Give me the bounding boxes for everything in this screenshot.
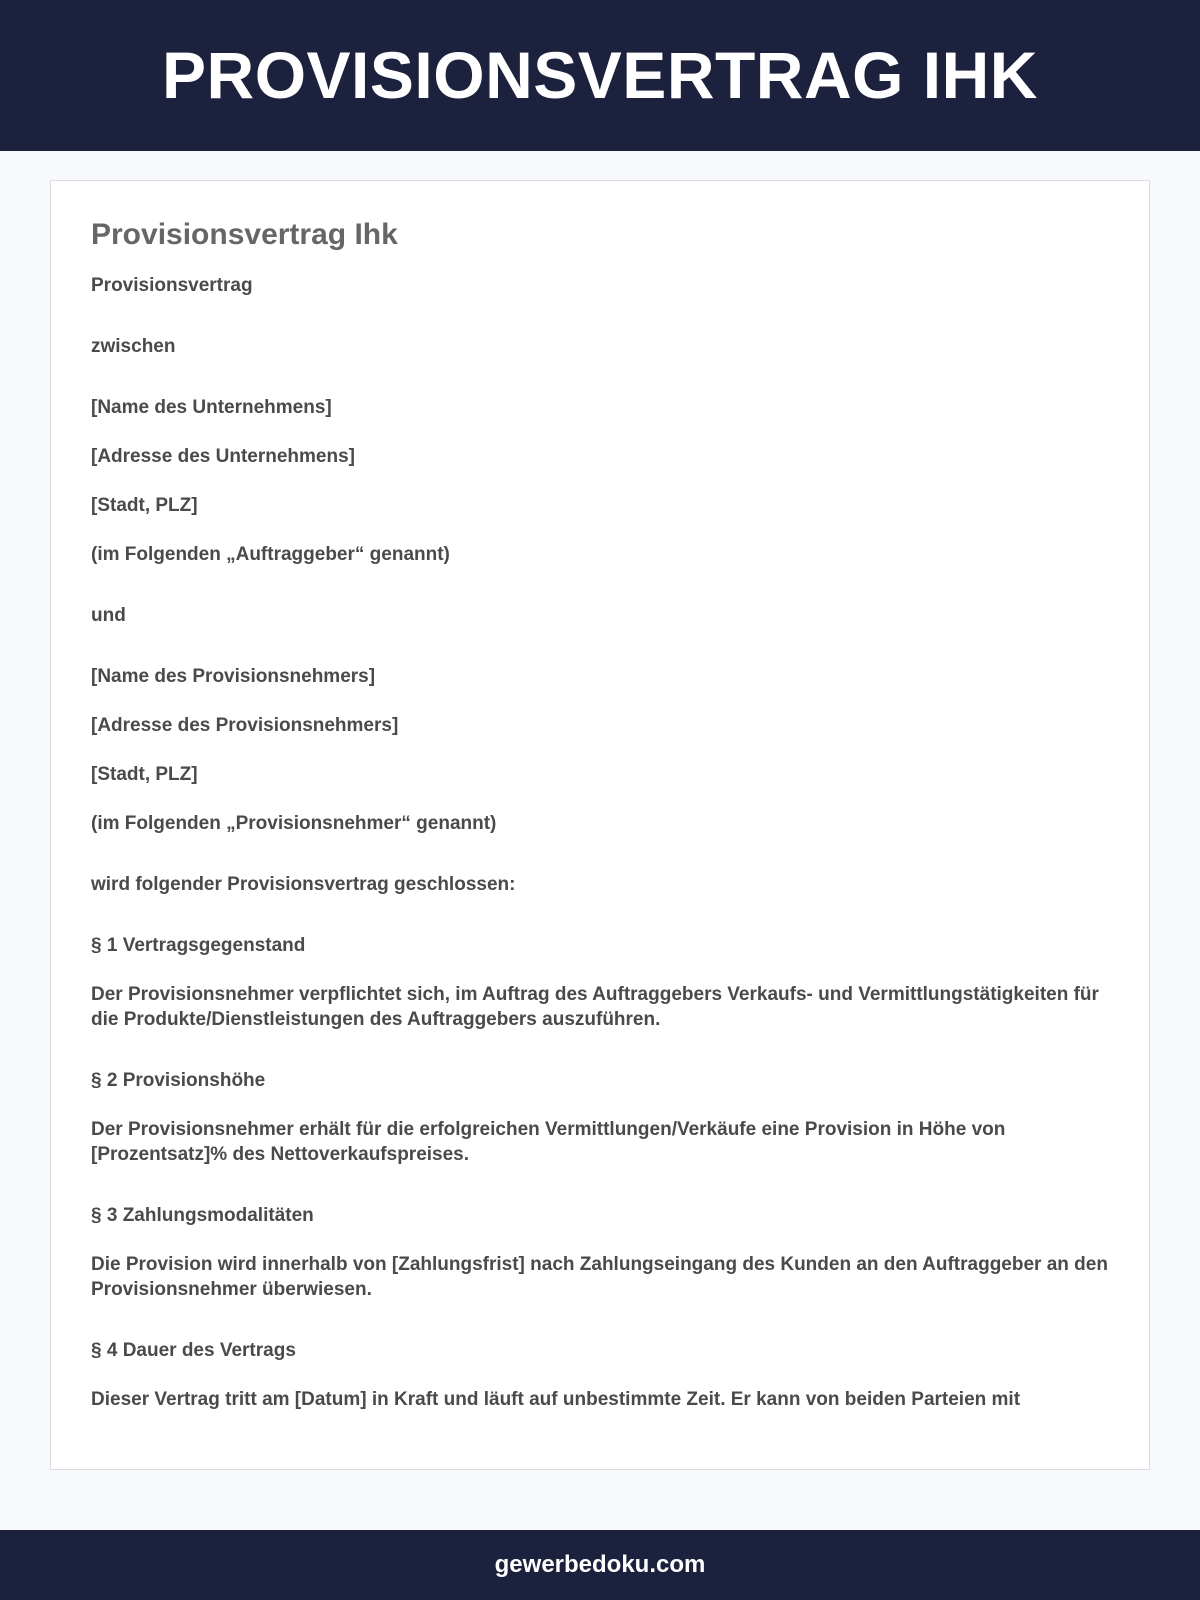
section-4-text: Dieser Vertrag tritt am [Datum] in Kraft und läuft auf unbestimmte Zeit. Er kann von beiden Parteien mit [91, 1389, 1021, 1410]
between-label: zwischen [91, 336, 176, 357]
company-city: [Stadt, PLZ] [91, 495, 198, 516]
section-1-text: Der Provisionsnehmer verpflichtet sich, im Auftrag des Auftraggebers Verkaufs- und Vermittlungstätigkeiten für die Produkte/Dienstleistungen des Auftraggebers auszuführen. [91, 984, 1099, 1030]
section-1-heading: § 1 Vertragsgegenstand [91, 935, 306, 956]
agent-name: [Name des Provisionsnehmers] [91, 666, 376, 687]
section-4-heading: § 4 Dauer des Vertrags [91, 1340, 296, 1361]
header-title: PROVISIONSVERTRAG IHK [162, 37, 1038, 112]
contract-intro: wird folgender Provisionsvertrag geschlossen: [91, 874, 516, 895]
section-3-heading: § 3 Zahlungsmodalitäten [91, 1205, 314, 1226]
agent-city: [Stadt, PLZ] [91, 764, 198, 785]
client-designation: (im Folgenden „Auftraggeber“ genannt) [91, 544, 450, 565]
footer-site-name: gewerbedoku.com [494, 1551, 706, 1578]
and-label: und [91, 605, 126, 626]
section-2-text: Der Provisionsnehmer erhält für die erfolgreichen Vermittlungen/Verkäufe eine Provision in Höhe von [Prozentsatz]% des Nettoverkaufspreises. [91, 1119, 1006, 1165]
document-title: Provisionsvertrag Ihk [91, 218, 398, 251]
page-header [0, 0, 1200, 151]
page-footer [0, 1530, 1200, 1600]
company-name: [Name des Unternehmens] [91, 397, 332, 418]
section-3-text: Die Provision wird innerhalb von [Zahlungsfrist] nach Zahlungseingang des Kunden an den Auftraggeber an den Provisionsnehmer überwiesen. [91, 1254, 1108, 1300]
section-2-heading: § 2 Provisionshöhe [91, 1070, 266, 1091]
company-address: [Adresse des Unternehmens] [91, 446, 355, 467]
agent-address: [Adresse des Provisionsnehmers] [91, 715, 399, 736]
agent-designation: (im Folgenden „Provisionsnehmer“ genannt) [91, 813, 497, 834]
document-card [50, 180, 1150, 1470]
contract-heading: Provisionsvertrag [91, 275, 253, 296]
